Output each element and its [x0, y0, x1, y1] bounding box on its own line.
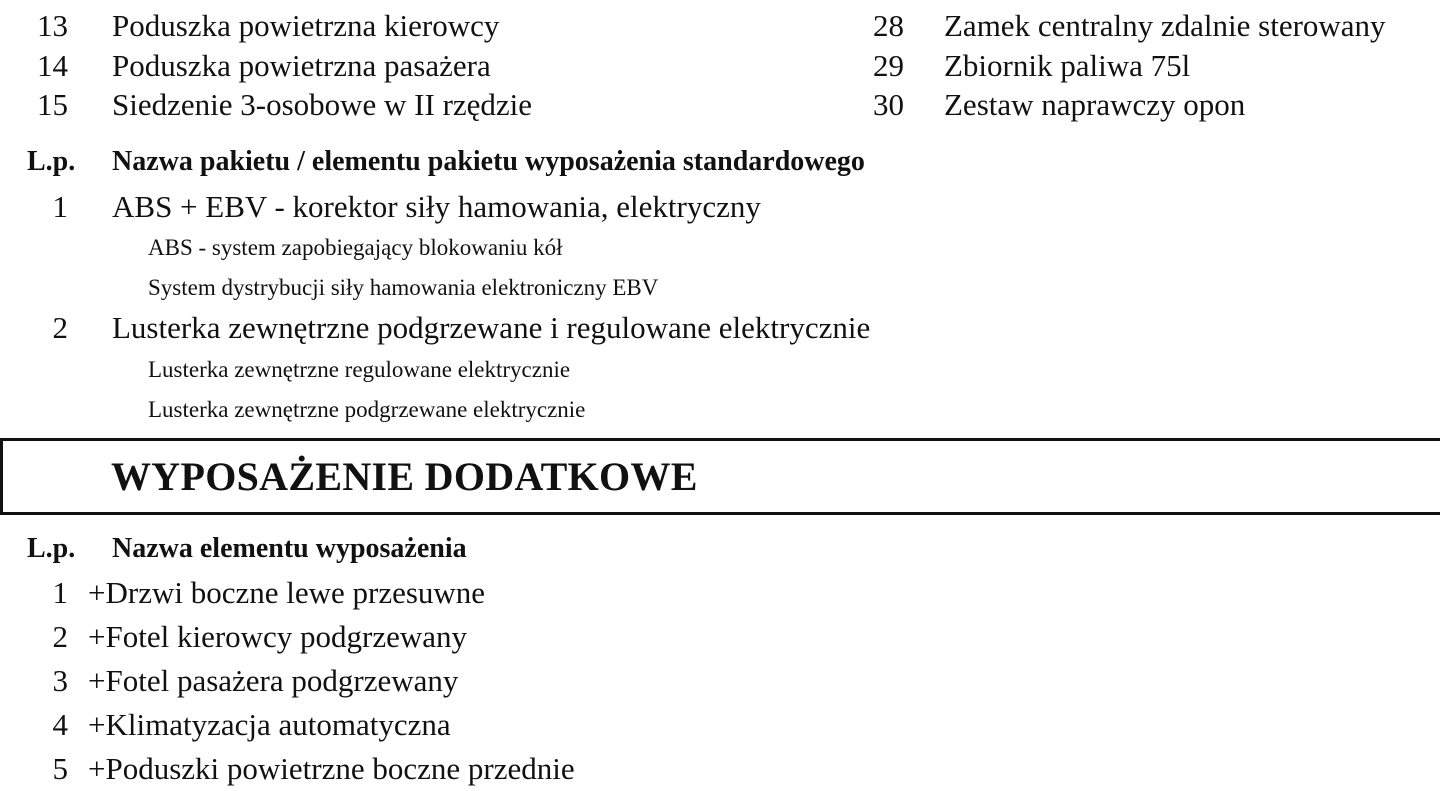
package-subitem: Lusterka zewnętrzne regulowane elektrycznie — [148, 357, 571, 382]
header-equipment-name: Nazwa elementu wyposażenia — [112, 533, 467, 564]
package-subitem: Lusterka zewnętrzne podgrzewane elektrycznie — [148, 397, 586, 422]
list-item-number: 14 — [37, 48, 68, 83]
header-lp: L.p. — [27, 533, 76, 564]
additional-label: +Klimatyzacja automatyczna — [88, 707, 451, 742]
list-item-label: Poduszka powietrzna pasażera — [112, 48, 491, 83]
section-banner — [0, 438, 1440, 515]
list-item-number: 29 — [873, 48, 904, 83]
additional-label: +Fotel pasażera podgrzewany — [88, 663, 459, 698]
additional-number: 2 — [52, 619, 68, 654]
list-item-number: 13 — [37, 8, 68, 43]
package-subitem: System dystrybucji siły hamowania elektroniczny EBV — [148, 275, 659, 300]
section-title: WYPOSAŻENIE DODATKOWE — [111, 454, 698, 499]
header-package-name: Nazwa pakietu / elementu pakietu wyposażenia standardowego — [112, 146, 865, 177]
list-item-label: Zbiornik paliwa 75l — [944, 48, 1191, 83]
additional-label: +Poduszki powietrzne boczne przednie — [88, 751, 575, 786]
package-label: Lusterka zewnętrzne podgrzewane i regulowane elektrycznie — [112, 310, 871, 345]
package-label: ABS + EBV - korektor siły hamowania, elektryczny — [112, 189, 761, 224]
package-number: 1 — [52, 189, 68, 224]
additional-label: +Fotel kierowcy podgrzewany — [88, 619, 468, 654]
package-number: 2 — [52, 310, 68, 345]
additional-number: 5 — [52, 751, 68, 786]
list-item-number: 30 — [873, 87, 904, 122]
list-item-label: Poduszka powietrzna kierowcy — [112, 8, 500, 43]
list-item-number: 28 — [873, 8, 904, 43]
package-subitem: ABS - system zapobiegający blokowaniu kół — [148, 235, 563, 260]
additional-number: 3 — [52, 663, 68, 698]
header-lp: L.p. — [27, 146, 76, 177]
additional-number: 4 — [52, 707, 68, 742]
list-item-label: Zamek centralny zdalnie sterowany — [944, 8, 1386, 43]
list-item-label: Zestaw naprawczy opon — [944, 87, 1246, 122]
list-item-number: 15 — [37, 87, 68, 122]
additional-number: 1 — [52, 575, 68, 610]
list-item-label: Siedzenie 3-osobowe w II rzędzie — [112, 87, 533, 122]
additional-label: +Drzwi boczne lewe przesuwne — [88, 575, 486, 610]
